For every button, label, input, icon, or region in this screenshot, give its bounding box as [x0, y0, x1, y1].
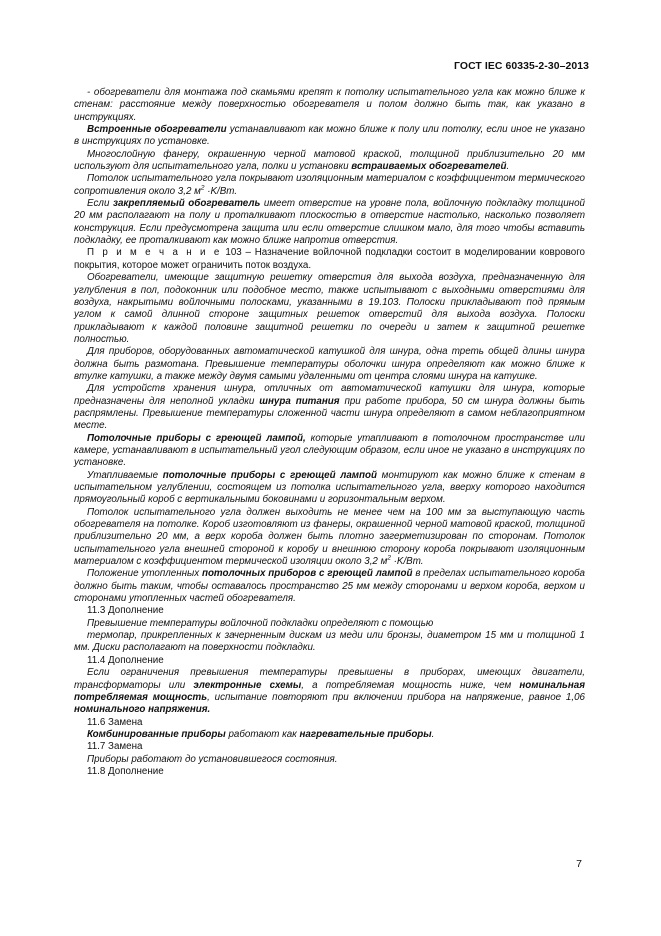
term-electronic-circuits: электронные схемы	[193, 679, 302, 691]
term-ceiling-lamp-devices-3: потолочных приборов с греющей лампой	[201, 568, 413, 580]
paragraph-test-box: Потолок испытательного угла должен выходить не менее чем на 100 мм за выступающую часть обогревателя на потолке. Короб изготовляют из фанеры, окрашенной черной матовой краской, толщиной приблизительно 20 мм, а верх короба должен быть плотно загерметизирован по сторонам. Потолок испытательного угла внешней стороной к коробу и внешнюю сторону короба покрывают изоляционным материалом с коэффициентом термической изоляции около 3,2 $м^2 \cdot K/Вт$.	[74, 506, 585, 568]
section-11-6: 11.6 Замена	[87, 716, 143, 728]
term-built-in-heaters: Встроенные обогреватели	[87, 124, 227, 136]
note-103: П р и м е ч а н и е 103 – Назначение войлочной подкладки состоит в моделировании коврового покрытия, которое может ограничить поток воздуха.	[74, 247, 585, 271]
paragraph-cord-storage: Для устройств хранения шнура, отличных от автоматической катушки для шнура, которые предназначены для неполной укладки шнура питания при работе прибора, 50 см шнура должны быть распрямлены. Превышение температуры сложенной части шнура определяют в самом неблагоприятном месте.	[74, 383, 585, 432]
section-11-4: 11.4 Дополнение	[87, 654, 164, 666]
paragraph-combined-devices: Комбинированные приборы работают как нагревательные приборы.	[87, 728, 435, 740]
paragraph-fixed-heater-felt: Если закрепляемый обогреватель имеет отверстие на уровне пола, войлочную подкладку толщиной 20 мм располагают на полу и проталкивают плоскостью в отверстие настолько, насколько позволяет конструкция. Если предусмотрена защита или если отверстие слишком мало, для того чтобы вставить подкладку, ее проталкивают как можно ближе напротив отверстия.	[74, 198, 585, 247]
section-11-8: 11.8 Дополнение	[87, 765, 164, 777]
term-rated-voltage: номинального напряжения.	[74, 704, 211, 716]
term-ceiling-lamp-devices: Потолочные приборы с греющей лампой,	[87, 432, 306, 444]
paragraph-cord-reel: Для приборов, оборудованных автоматической катушкой для шнура, одна треть общей длины шнура должна быть размотана. Превышение температуры оболочки шнура определяют как можно ближе к втулке катушки, а также между двумя самыми удаленными от центра слоями шнура на катушке.	[74, 346, 585, 382]
term-ceiling-lamp-devices-2: потолочные приборы с греющей лампой	[162, 469, 377, 481]
paragraph-under-bench-heaters: - обогреватели для монтажа под скамьями крепят к потолку испытательного угла как можно ближе к стенам: расстояние между поверхностью обогревателя и полом должно быть так, как указано в инструкциях.	[74, 87, 585, 123]
paragraph-protective-grille: Обогреватели, имеющие защитную решетку отверстия для выхода воздуха, предназначенную для углубления в пол, подоконник или подобное место, также испытывают с выходными отверстиями для воздуха, накрытыми войлочными полосками, указанными в 19.103. Полоски прикладывают под прямым углом к самой длинной стороне защитных решеток отверстий для выхода воздуха. Полоски прикладывают к каждой половине защитной решетки по очереди и затем к защитной решетке полностью.	[74, 272, 585, 345]
term-heating-devices: нагревательные приборы	[299, 728, 432, 740]
paragraph-thermocouples: термопар, прикрепленных к зачерненным дискам из меди или бронзы, диаметром 15 мм и толщиной 1 мм. Диски располагают на поверхности подкладки.	[74, 630, 585, 654]
paragraph-felt-temperature: Превышение температуры войлочной подкладки определяют с помощью	[87, 617, 434, 629]
paragraph-retest-voltage: Если ограничения превышения температуры превышены в приборах, имеющих двигатели, трансформаторы или электронные схемы, а потребляемая мощность ниже, чем номинальная потребляемая мощность, испытание повторяют при включении прибора на напряжение, равное 1,06 номинального напряжения.	[74, 667, 585, 716]
paragraph-built-in-heaters: Встроенные обогреватели устанавливают как можно ближе к полу или потолку, если иное не указано в инструкциях по установке.	[74, 124, 586, 148]
paragraph-recessed-lamp-mounting: Утапливаемые потолочные приборы с греющей лампой монтируют как можно ближе к стенам в испытательном углублении, состоящем из потолка испытательного угла, вверху которого находится прямоугольный короб с вертикальными боковинами и горизонтальным верхом.	[74, 469, 585, 506]
term-combined-devices: Комбинированные приборы	[87, 728, 226, 740]
document-code-header: ГОСТ IEC 60335-2-30–2013	[454, 61, 589, 72]
paragraph-ceiling-insulation: Потолок испытательного угла покрывают изоляционным материалом с коэффициентом термического сопротивления около 3,2 $м^2 \cdot K/Вт$.	[74, 173, 585, 197]
term-supply-cord: шнура питания	[259, 395, 340, 407]
section-11-7: 11.7 Замена	[87, 741, 143, 753]
document-body	[74, 87, 585, 778]
term-recessed-heaters: встраиваемых обогревателей	[351, 161, 507, 173]
note-label: П р и м е ч а н и е	[87, 247, 222, 259]
page-number: 7	[576, 858, 582, 870]
paragraph-plywood: Многослойную фанеру, окрашенную черной матовой краской, толщиной приблизительно 20 мм используют для испытательного угла, полки и установки встраиваемых обогревателей.	[74, 148, 585, 173]
paragraph-ceiling-lamp-devices: Потолочные приборы с греющей лампой, которые утапливают в потолочном пространстве или камере, устанавливают в испытательный угол следующим образом, если иное не указано в инструкциях по установке.	[74, 432, 585, 469]
paragraph-recessed-position: Положение утопленных потолочных приборов с греющей лампой в пределах испытательного короба должно быть таким, чтобы оставалось пространство 25 мм между сторонами и верхом короба, верхом и сторонами утопленных частей обогревателя.	[74, 568, 585, 605]
section-11-3: 11.3 Дополнение	[87, 605, 164, 617]
term-rated-power: номинальная потребляемая мощность	[74, 679, 585, 703]
paragraph-steady-state: Приборы работают до установившегося состояния.	[87, 753, 338, 765]
term-fixed-heater: закрепляемый обогреватель	[112, 198, 261, 210]
